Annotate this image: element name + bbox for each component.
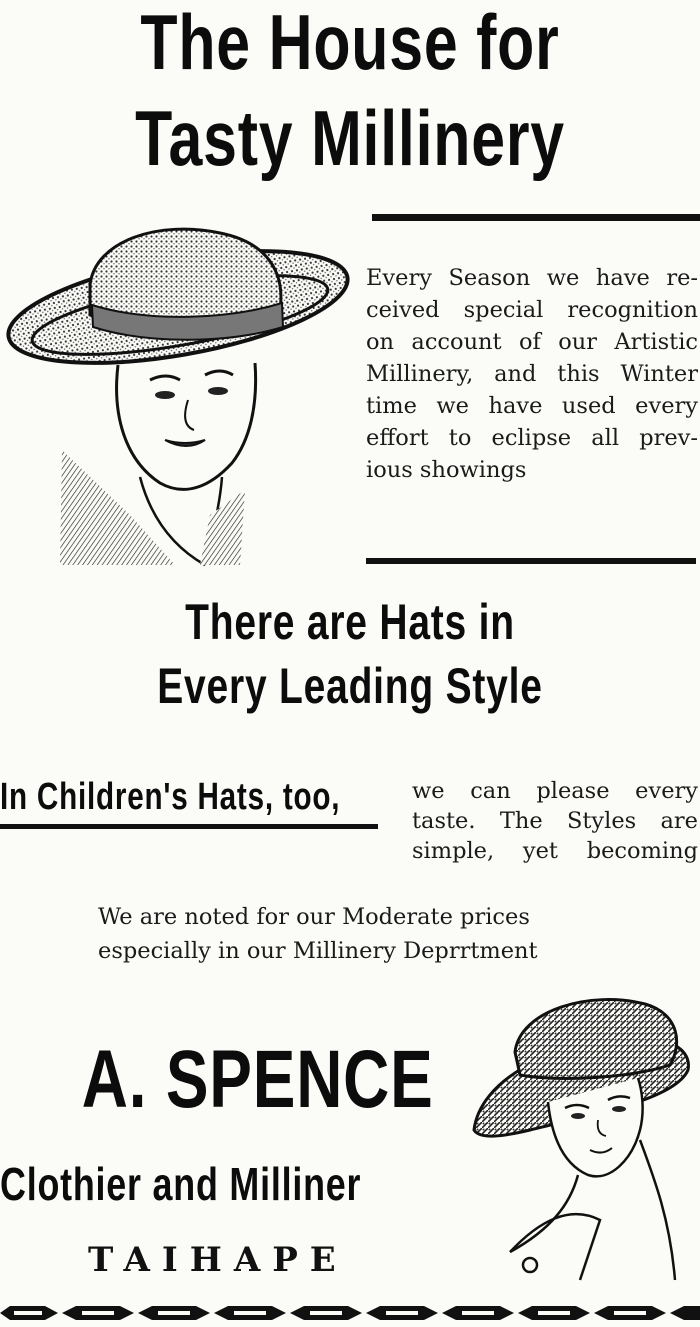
intro-line: on account of our Artistic — [366, 329, 698, 355]
intro-line: ious showings — [366, 457, 527, 483]
prices-line: especially in our Millinery Deprrtment — [98, 938, 538, 964]
childrens-line: taste. The Styles are — [412, 808, 698, 834]
ornamental-border — [0, 1300, 700, 1327]
prices-paragraph — [98, 900, 618, 968]
styles-line-1: There are Hats in — [185, 594, 515, 650]
intro-paragraph — [366, 262, 698, 486]
top-rule — [372, 214, 700, 221]
headline-line-2: Tasty Millinery — [135, 94, 565, 182]
business-name: A. SPENCE — [81, 1034, 434, 1125]
intro-line: ceived special recognition — [366, 297, 698, 323]
childrens-text — [412, 776, 698, 866]
prices-line: We are noted for our Moderate prices — [98, 904, 530, 930]
intro-line: time we have used every — [366, 393, 698, 419]
intro-line: effort to eclipse all prev- — [366, 425, 698, 451]
intro-line: Millinery, and this Winter — [366, 361, 698, 387]
styles-line-2: Every Leading Style — [157, 658, 543, 714]
intro-line: Every Season we have re- — [366, 265, 698, 291]
childrens-rule — [0, 824, 378, 829]
middle-rule — [366, 558, 696, 564]
lady-in-hat-illustration — [0, 215, 360, 570]
business-trade: Clothier and Milliner — [0, 1158, 362, 1210]
business-town: TAIHAPE — [88, 1240, 348, 1280]
styles-headline — [77, 590, 623, 718]
childrens-line: simple, yet becoming — [412, 838, 698, 864]
childrens-line: we can please every — [412, 778, 698, 804]
childrens-hats-heading: In Children's Hats, too, — [0, 776, 341, 818]
lady-with-hat-illustration-2 — [470, 990, 695, 1290]
main-headline — [77, 0, 623, 186]
headline-line-1: The House for — [140, 0, 560, 86]
